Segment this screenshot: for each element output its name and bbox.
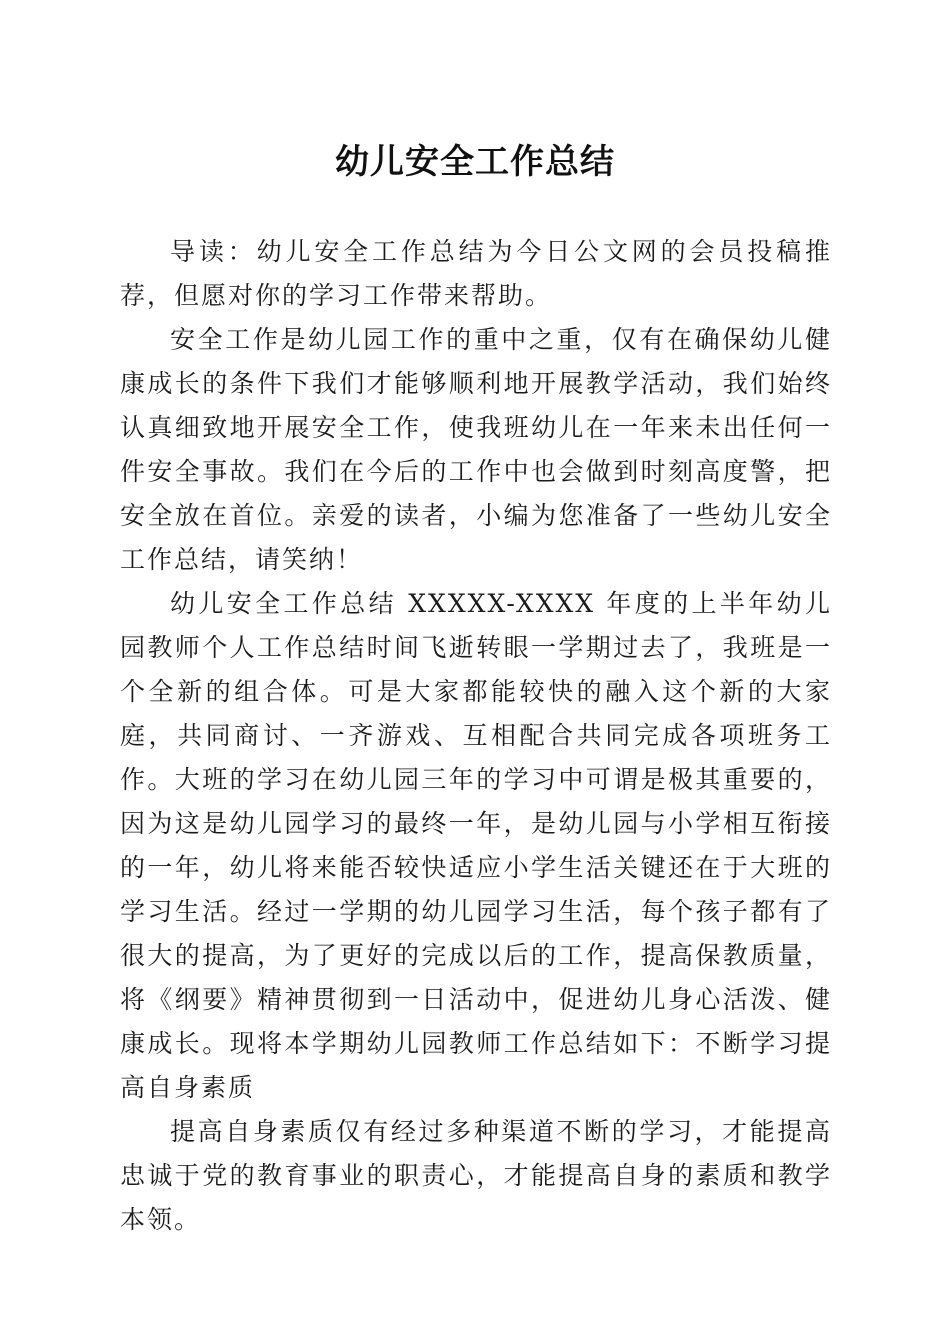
- document-title: 幼儿安全工作总结: [335, 142, 615, 182]
- document-body: [120, 230, 832, 1242]
- body-paragraph: 提高自身素质仅有经过多种渠道不断的学习，才能提高忠诚于党的教育事业的职责心，才能提高自身的素质和教学本领。: [120, 1117, 832, 1234]
- intro-paragraph: 导读：幼儿安全工作总结为今日公文网的会员投稿推荐，但愿对你的学习工作带来帮助。: [120, 237, 832, 310]
- body-paragraph: 安全工作是幼儿园工作的重中之重，仅有在确保幼儿健康成长的条件下我们才能够顺利地开展教学活动，我们始终认真细致地开展安全工作，使我班幼儿在一年来未出任何一件安全事故。我们在今后的工作中也会做到时刻高度警，把安全放在首位。亲爱的读者，小编为您准备了一些幼儿安全工作总结，请笑纳！: [120, 325, 832, 574]
- body-paragraph: 幼儿安全工作总结 XXXXX-XXXX 年度的上半年幼儿园教师个人工作总结时间飞逝转眼一学期过去了，我班是一个全新的组合体。可是大家都能较快的融入这个新的大家庭，共同商讨、一齐游戏、互相配合共同完成各项班务工作。大班的学习在幼儿园三年的学习中可谓是极其重要的，因为这是幼儿园学习的最终一年，是幼儿园与小学相互衔接的一年，幼儿将来能否较快适应小学生活关键还在于大班的学习生活。经过一学期的幼儿园学习生活，每个孩子都有了很大的提高，为了更好的完成以后的工作，提高保教质量，将《纲要》精神贯彻到一日活动中，促进幼儿身心活泼、健康成长。现将本学期幼儿园教师工作总结如下：不断学习提高自身素质: [120, 589, 832, 1102]
